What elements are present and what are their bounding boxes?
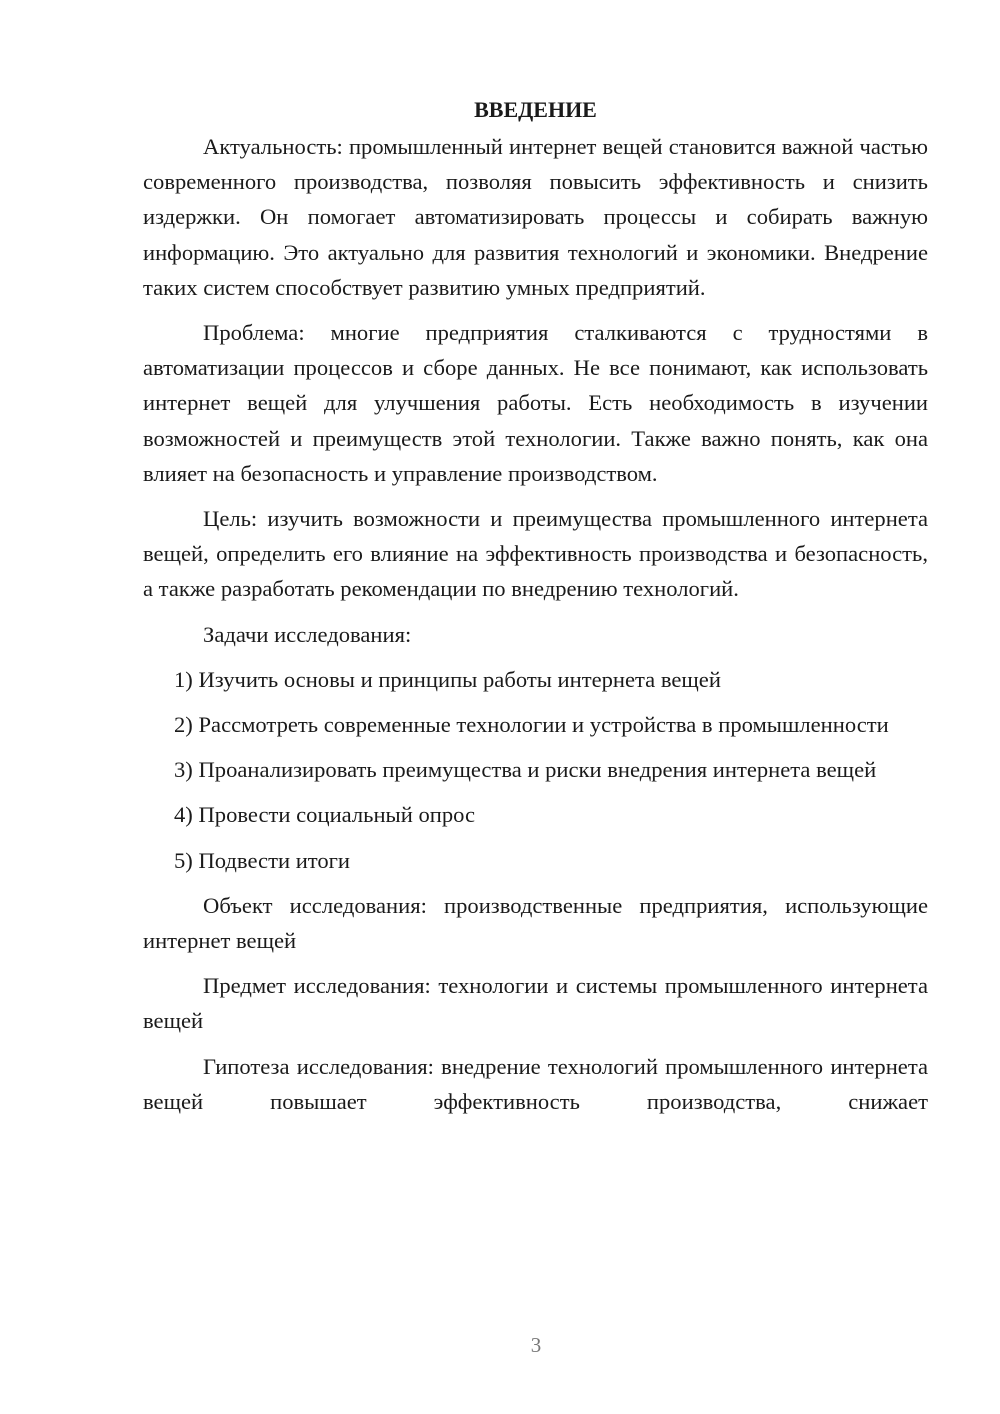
goal-paragraph: Цель: изучить возможности и преимущества промышленного интернета вещей, определить его влияние на эффективность производства и безопасность, а также разработать рекомендации по внедрению технологий.	[143, 506, 928, 602]
tasks-list	[143, 662, 928, 878]
task-item-2: 2) Рассмотреть современные технологии и устройства в промышленности	[174, 712, 889, 738]
task-item-1: 1) Изучить основы и принципы работы интернета вещей	[174, 666, 721, 692]
task-item-5: 5) Подвести итоги	[174, 847, 351, 873]
page-number: 3	[530, 1333, 542, 1357]
object-paragraph: Объект исследования: производственные предприятия, использующие интернет вещей	[143, 892, 928, 954]
problem-paragraph: Проблема: многие предприятия сталкиваются с трудностями в автоматизации процессов и сборе данных. Не все понимают, как использовать интернет вещей для улучшения работы. Есть необходимость в изучении возможностей и преимуществ этой технологии. Также важно понять, как она влияет на безопасность и управление производством.	[143, 320, 928, 486]
task-item-3: 3) Проанализировать преимущества и риски внедрения интернета вещей	[174, 757, 877, 783]
relevance-paragraph: Актуальность: промышленный интернет вещей становится важной частью современного производства, позволяя повысить эффективность и снизить издержки. Он помогает автоматизировать процессы и собирать важную информацию. Это актуально для развития технологий и экономики. Внедрение таких систем способствует развитию умных предприятий.	[143, 134, 928, 300]
subject-paragraph: Предмет исследования: технологии и системы промышленного интернета вещей	[143, 973, 928, 1034]
task-item-4: 4) Провести социальный опрос	[174, 802, 476, 828]
page-body	[143, 92, 928, 1129]
hypothesis-paragraph: Гипотеза исследования: внедрение технологий промышленного интернета вещей повышает эффективность производства, снижает	[143, 1053, 928, 1114]
section-heading: ВВЕДЕНИЕ	[474, 97, 597, 122]
tasks-title: Задачи исследования:	[203, 621, 412, 647]
